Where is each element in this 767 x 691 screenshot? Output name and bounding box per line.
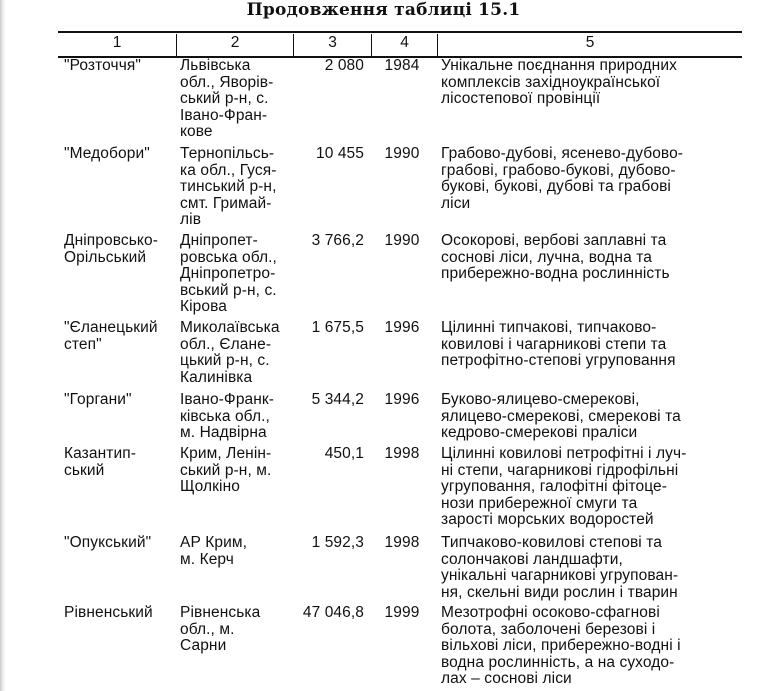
reserve-area: 2 080: [324, 57, 364, 74]
reserve-area: 47 046,8: [302, 604, 364, 621]
reserve-area: 450,1: [324, 445, 364, 462]
reserve-area: 1 675,5: [311, 319, 364, 336]
reserve-name: "Єланецький степ": [64, 319, 158, 353]
reserve-area: 10 455: [315, 145, 364, 162]
reserve-year: 1990: [384, 232, 420, 249]
reserve-description: Мезотрофні осоково-сфагнові болота, заболочені березові і вільхові ліси, прибережно-водні і водна рослинність, а на суходо- лах – соснові ліси: [441, 604, 681, 688]
reserve-name: Казантип- ський: [64, 445, 136, 479]
reserve-location: Рівненська обл., м. Сарни: [180, 604, 261, 655]
header-col-1: 1: [112, 34, 122, 51]
reserve-year: 1999: [384, 604, 420, 621]
header-col-5: 5: [585, 34, 595, 51]
reserve-year: 1996: [384, 391, 420, 408]
reserve-description: Буково-ялицево-смерекові, ялицево-смерекові, смерекові та кедрово-смерекові праліси: [441, 391, 681, 442]
reserve-area: 1 592,3: [311, 534, 364, 551]
reserve-description: Осокорові, вербові заплавні та соснові ліси, лучна, водна та прибережно-водна рослинність: [441, 232, 670, 283]
reserve-year: 1998: [384, 534, 420, 551]
reserve-area: 5 344,2: [311, 391, 364, 408]
reserve-name: "Розточчя": [64, 57, 141, 74]
page-edge-shadow: [0, 0, 6, 691]
reserve-name: "Медобори": [64, 145, 150, 162]
reserve-location: Львівська обл., Яворів- ський р-н, с. Івано-Фран- кове: [180, 57, 274, 141]
reserve-description: Унікальне поєднання природних комплексів західноукраїнської лісостепової провінції: [441, 57, 677, 108]
reserve-name: "Опукський": [64, 534, 152, 551]
header-col-4: 4: [400, 34, 409, 51]
reserve-location: Тернопільсь- ка обл., Гуся- тинський р-н, смт. Гримай- лів: [180, 145, 277, 229]
header-col-2: 2: [230, 34, 240, 51]
reserve-description: Цілинні ковилові петрофітні і луч- ні степи, чагарникові гідрофільні угруповання, галофітні фітоце- нози прибережної смуги та зарості морських водоростей: [441, 445, 687, 529]
table-top-rule: [58, 31, 742, 33]
header-col-3: 3: [328, 34, 337, 51]
reserve-name: Рівненський: [64, 604, 153, 621]
reserve-name: Дніпровсько- Орільський: [64, 232, 158, 266]
reserve-description: Цілинні типчакові, типчаково- ковилові і чагарникові степи та петрофітно-степові угруповання: [441, 319, 676, 370]
reserve-location: Крим, Ленін- ський р-н, м. Щолкіно: [180, 445, 272, 496]
reserve-description: Типчаково-ковилові степові та солончакові ландшафти, унікальні чагарникові угрупован- ня, скельні види рослин і тварин: [441, 534, 679, 601]
reserve-location: Івано-Франк- ківська обл., м. Надвірна: [180, 391, 275, 442]
reserve-area: 3 766,2: [311, 232, 364, 249]
reserve-year: 1998: [384, 445, 420, 462]
reserve-year: 1984: [384, 57, 420, 74]
reserve-description: Грабово-дубові, ясенево-дубово- грабові, грабово-букові, дубово- букові, букові, дубові та грабові ліси: [441, 145, 684, 212]
reserve-location: Миколаївська обл., Єлане- цький р-н, с. Калинівка: [180, 319, 280, 386]
reserve-location: Дніпропет- ровська обл., Дніпропетро- вський р-н, с. Кірова: [180, 232, 277, 316]
reserve-year: 1996: [384, 319, 420, 336]
reserve-location: АР Крим, м. Керч: [180, 534, 248, 568]
table-caption: Продовження таблиці 15.1: [246, 0, 521, 20]
reserve-name: "Горгани": [64, 391, 132, 408]
reserve-year: 1990: [384, 145, 420, 162]
